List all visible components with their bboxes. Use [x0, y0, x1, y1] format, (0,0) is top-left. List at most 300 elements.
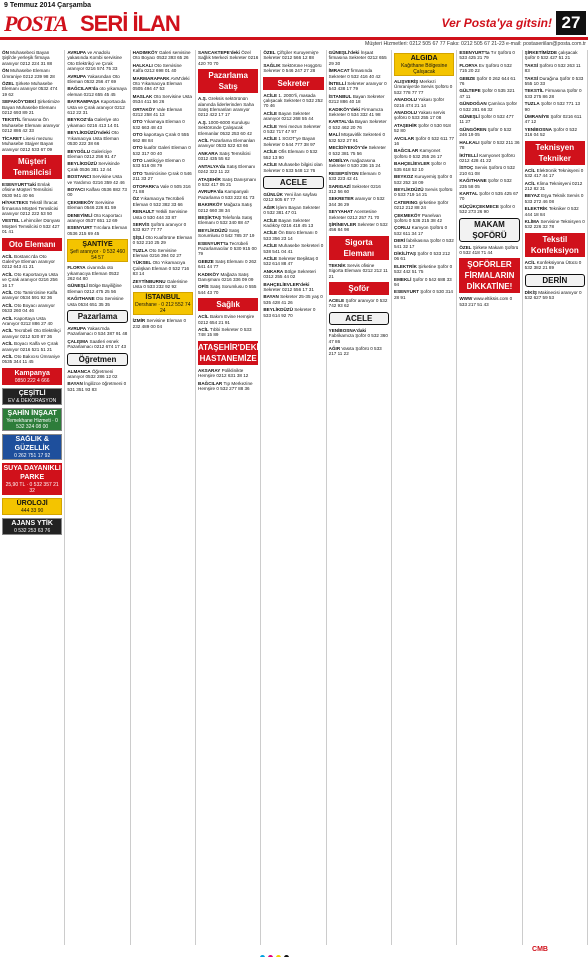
classified-ad — [67, 50, 127, 72]
classified-ad — [459, 63, 519, 74]
display-ad-title: ÇEŞİTLİ — [18, 389, 46, 397]
classified-ad — [459, 191, 519, 202]
ad-body-text: kaportaya Çırak 0 555 662 88 84 — [132, 132, 190, 143]
contact-line: Müşteri Hizmetleri: 0212 505 67 77 Faks: 0212 505 67 21-23 e-mail: postaseriilan@posta.com.tr — [365, 41, 586, 47]
ad-lead-word: AĞIR — [328, 346, 341, 352]
ad-lead-word: GÜLTEPE — [459, 88, 481, 94]
ad-lead-word: KADIKÖY'deki — [328, 106, 361, 112]
red-divider — [0, 37, 588, 40]
classified-ad — [525, 88, 585, 99]
section-heading: Öğretmen — [67, 353, 127, 366]
ad-body-text: Sekreter aranıyor 0 543 438 17 79 — [328, 81, 387, 92]
ad-body-text: oto yıkamaya eleman 0212 655 45 45 — [67, 86, 127, 97]
ad-body-text: Mağaza Satış Danışmanı 0216 336 09 09 — [198, 271, 254, 282]
display-ad-title: AJANS YTİK — [11, 519, 53, 527]
ad-body-text: İngilizce öğretmeni 0 531 351 93 83 — [67, 381, 127, 392]
classified-ad — [394, 187, 454, 198]
ad-lead-word: ÇEKMEKÖY — [67, 199, 94, 205]
classified-ad — [198, 50, 258, 66]
classified-ad — [525, 181, 585, 192]
ad-lead-word: AVCILAR — [394, 135, 415, 141]
section-heading: Müşteri Temsilcisi — [2, 155, 62, 179]
classified-ad — [133, 107, 193, 118]
classified-ad — [394, 225, 454, 236]
ad-body-text: Servisine Teknisyen 0 532 226 32 78 — [524, 218, 585, 230]
ad-lead-word: OTO — [132, 170, 143, 176]
ad-lead-word: ELEKTRİK — [394, 263, 417, 269]
classified-ad — [67, 117, 127, 128]
ad-body-text: Muhasebe Elemanı Ümraniye 0212 239 98 28 — [2, 68, 55, 79]
classified-ad — [133, 235, 193, 246]
ad-body-text: Şoför 0 532 211 36 78 — [459, 139, 520, 151]
section-heading: Pazarlama Satış — [198, 69, 258, 93]
ad-lead-word: GEBZE — [198, 258, 214, 264]
classified-ad — [525, 193, 585, 204]
ad-lead-word: BOYACI — [67, 186, 85, 192]
display-ad-subtitle: Kağıthane Bölgesine Çalışacak — [401, 63, 448, 75]
ad-lead-word: ALIŞVERİŞ — [394, 79, 419, 84]
ad-body-text: Servisinde Çırak 0536 381 12 44 — [67, 161, 120, 172]
ad-lead-word: ESENYURT'ta — [459, 50, 490, 55]
display-ad-subtitle: 0 262 751 17 92 — [14, 452, 51, 459]
ad-body-text: Şoför aranıyor 0 532 742 93 62 — [328, 298, 388, 309]
ad-body-text: Telefonla Satış Elemanı 0 532 340 88 47 — [198, 214, 253, 226]
classified-ad — [2, 50, 62, 66]
classified-ad — [263, 50, 323, 61]
ad-lead-word: ACELE — [328, 298, 345, 303]
ad-body-text: Boyacı Kalfa ve Çırak aranıyor 0216 521 51 21 — [2, 341, 59, 352]
ad-body-text: www.eltiksis.com 0 533 217 51 43 — [459, 296, 513, 307]
ad-lead-word: ANKARA — [198, 150, 218, 156]
ad-lead-word: AVRUPA — [67, 73, 87, 79]
classified-ad — [525, 114, 585, 125]
classified-ad — [329, 132, 389, 143]
classified-ad — [198, 272, 258, 283]
ad-lead-word: TUZLA — [132, 247, 148, 253]
classified-ad — [2, 341, 62, 352]
classified-ad — [263, 111, 323, 122]
display-ad — [67, 239, 127, 262]
classified-column — [131, 50, 196, 945]
ad-body-text: Konfeksiyona Ütücü 0 532 382 21 89 — [524, 259, 582, 271]
ad-lead-word: CATERING — [394, 199, 418, 205]
classified-ad — [329, 209, 389, 220]
section-heading: Tekstil Konfeksiyon — [525, 233, 585, 257]
section-heading: Teknisyen Tekniker — [525, 141, 585, 165]
classified-ad — [329, 81, 389, 92]
classified-ad — [525, 76, 585, 87]
classified-ad — [263, 282, 323, 293]
ad-lead-word: BEYLİKDÜZÜ — [263, 307, 293, 313]
classified-ad — [329, 222, 389, 233]
ad-lead-word: KAĞITHANE — [459, 178, 487, 184]
ad-body-text: Servisine Usta ve Yardımcı 0216 359 42 46 — [67, 174, 125, 185]
ad-body-text: Sekreter 0216 312 56 60 — [328, 183, 381, 194]
ad-body-text: Kaportacıda Usta ve Çırak aranıyor 0212 612 22 31 — [67, 99, 126, 116]
ad-lead-word: DİKİŞ — [524, 289, 537, 295]
classified-ad — [67, 187, 127, 198]
classified-ad — [2, 68, 62, 79]
ad-body-text: Oto Kaportacıya Usta ve Çırak aranıyor 0216 256 16 17 — [2, 271, 58, 288]
ad-body-text: Fabrikamıza Şoför 0 532 360 47 86 — [328, 333, 388, 344]
ad-body-text: Bayan Sekreter aranıyor 0212 268 55 44 — [263, 110, 314, 122]
ad-lead-word: İNTELLİ — [328, 81, 347, 87]
ad-body-text: Satış Sorumlusu 0 542 785 37 19 — [198, 227, 255, 239]
ad-lead-word: ZEYTİNBURNU — [132, 278, 166, 284]
ad-body-text: Vale 0 505 316 71 88 — [132, 183, 191, 194]
ad-body-text: Oto Tamircisine Kalfa aranıyor 0534 591 92 36 — [2, 290, 58, 301]
ad-body-text: Greksis sektörünün alanında liderlerinden Saha Satış Elemanları aranıyor 0212 422 17 17 — [198, 96, 254, 118]
ad-lead-word: ACİLE — [263, 243, 278, 249]
ad-body-text: Bayan Sekreter 0 532 462 20 76 — [328, 119, 387, 130]
display-ad — [2, 498, 62, 515]
ad-body-text: Şoför 0 535 425 67 70 — [459, 190, 519, 202]
ad-body-text: Tıp Merkezine Hemşire 0 532 277 88 36 — [198, 380, 253, 392]
ad-body-text: Servis Şoförü 0 533 719 14 21 — [394, 186, 453, 198]
ad-body-text: Şoför 0 532 611 77 16 — [394, 135, 455, 147]
ad-body-text: Şoför 0 532 273 26 90 — [459, 203, 515, 215]
classified-ad — [394, 251, 454, 262]
classified-ad — [263, 256, 323, 267]
ad-lead-word: HADIMKÖY — [132, 50, 158, 55]
ad-body-text: Bölge Sekreteri 0312 255 44 02 — [263, 268, 316, 280]
classified-ad — [329, 94, 389, 105]
classified-ad — [459, 178, 519, 189]
ad-lead-word: ACİL — [2, 354, 13, 360]
classified-ad — [133, 145, 193, 156]
ad-body-text: Şoför 0 532 246 19 05 — [459, 126, 512, 138]
classified-ad — [67, 225, 127, 236]
display-ad-subtitle: Yemekhane Hizmeti · 0 532 324 08 00 — [6, 417, 58, 430]
display-ad — [2, 408, 62, 431]
ad-body-text: civarında oto yıkamacıya Eleman 0532 262 64 80 — [67, 265, 119, 281]
ad-lead-word: AKSARAY — [198, 367, 221, 373]
ad-lead-word: BEYLİKDÜZÜ — [67, 161, 97, 167]
classified-ad — [263, 269, 323, 280]
ad-lead-word: TUZLA — [524, 101, 540, 107]
ad-body-text: Kalfası 0536 882 73 00 — [67, 186, 127, 198]
classified-ad — [133, 94, 193, 105]
display-ad-subtitle: 0850 222 4 666 — [14, 377, 50, 384]
classified-ad — [133, 50, 193, 61]
classified-ad — [263, 136, 323, 147]
ad-lead-word: SARIGAZİ — [328, 183, 351, 189]
classified-ad — [394, 79, 454, 95]
classified-ad — [459, 153, 519, 164]
ad-body-text: Şirketimize Bayan Muhasebe Elemanı 0212 693 89 21 — [2, 99, 60, 116]
classified-ad — [459, 50, 519, 61]
ad-lead-word: ANKARA — [263, 268, 284, 274]
ad-body-text: Elektronik Teknisyeni 0 532 417 44 17 — [524, 167, 584, 179]
classified-ad — [67, 326, 127, 337]
classified-ad — [67, 99, 127, 115]
classified-ad — [133, 222, 193, 233]
ad-body-text: Yakası servis şoförü 0 533 255 17 08 — [394, 110, 446, 121]
ad-lead-word: VESTEL — [2, 218, 20, 224]
classified-ad — [2, 117, 62, 133]
classified-ad — [198, 138, 258, 149]
ad-body-text: ve Anadolu yakasında Kombi servisine Oto Elektrikçi ve Çırak aranıyor 0216 574 75 33 — [67, 50, 122, 72]
ad-body-text: Kaportaya Usta Aranıyor 0212 886 27 40 — [2, 315, 53, 327]
ad-body-text: Pazarlama Elemanları aranıyor 0533 522 63 66 — [198, 138, 256, 149]
ad-lead-word: RENAULT — [132, 209, 155, 215]
display-ad-title: ŞAHİN İNŞAAT — [7, 409, 57, 417]
classified-ad — [198, 215, 258, 226]
ad-body-text: Vasıta Şoförü 0 533 217 11 22 — [328, 346, 382, 357]
ad-body-text: 1000-6000 Kuruluşu Sektöründe Çalışacak Elemanlar 0532 253 60 42 — [198, 119, 252, 136]
ad-body-text: Yakası'nda Pazarlamacı 0 534 387 91 48 — [67, 326, 128, 337]
ad-lead-word: İZMİR — [132, 318, 146, 324]
ad-body-text: Müşavirlik Sekreteri 0 532 522 27 91 — [328, 132, 386, 143]
display-ad — [2, 463, 62, 495]
ad-lead-word: ACİL — [2, 253, 13, 259]
ad-body-text: Kamyonet Şoförü 0 532 255 26 17 — [394, 148, 443, 159]
ad-lead-word: BAHÇELİEVLER — [394, 161, 430, 167]
classified-ad — [2, 303, 62, 314]
classified-ad — [133, 132, 193, 143]
ad-body-text: Bayan Sekreter 0212 886 40 18 — [328, 93, 385, 105]
classified-ad — [67, 86, 127, 97]
section-heading: Sağlık — [198, 298, 258, 311]
ad-body-text: Şoför 0 532 235 58 05 — [459, 178, 512, 189]
ad-lead-word: HALKALI — [459, 139, 480, 145]
ad-lead-word: TEKSTİL — [524, 88, 544, 94]
display-ad-title: ŞANTİYE — [82, 241, 113, 249]
ad-body-text: Oto Servisine Eleman 0216 394 02 27 — [132, 247, 182, 258]
classified-ad — [198, 177, 258, 188]
ad-lead-word: GÜNEŞLİ — [459, 114, 480, 120]
ad-lead-word: AVRUPA'da — [198, 189, 224, 195]
ad-lead-word: ANADOLU — [394, 110, 417, 116]
ad-body-text: Satış Elemanı 0242 322 11 22 — [198, 163, 256, 175]
display-ad — [2, 518, 62, 535]
ad-body-text: Tamircisine Çırak 0 546 211 33 27 — [132, 170, 192, 182]
display-ad-subtitle: Dershane · 0 212 552 74 24 — [135, 302, 191, 315]
ad-lead-word: DERİ — [394, 238, 405, 244]
ad-lead-word: YENİBOSNA — [524, 126, 552, 132]
ad-body-text: Oto Servisine Kalfa 0212 698 01 40 — [132, 62, 182, 74]
classified-column — [392, 50, 457, 945]
ad-lead-word: HALKALI — [132, 62, 153, 68]
ad-body-text: Tırcılara Eleman 0536 215 69 45 — [67, 225, 128, 236]
ad-body-text: İnşaat firmasına Sekreter 0212 655 29 30 — [328, 50, 387, 66]
ad-lead-word: İSTANBUL — [328, 93, 352, 99]
ad-body-text: Bakım Evine Hemşire 0212 654 21 91 — [198, 314, 255, 325]
classified-ad — [2, 99, 62, 115]
classified-ad — [263, 205, 323, 216]
ad-lead-word: ACİLE — [263, 149, 278, 155]
ad-lead-word: ATAŞEHİR — [198, 176, 221, 182]
ad-body-text: Sekreter 0 533 614 92 70 — [263, 307, 316, 318]
ad-body-text: Şoförü aranıyor 0 533 927 77 77 — [132, 221, 187, 233]
classified-column — [0, 50, 65, 945]
classified-ad — [329, 184, 389, 195]
ad-lead-word: ÖZEL — [2, 81, 15, 87]
classified-ad — [133, 196, 193, 207]
ad-body-text: Şoförü 0 532 263 11 83 — [524, 62, 581, 74]
classified-ad — [394, 174, 454, 185]
classified-ad — [329, 171, 389, 182]
classified-column — [327, 50, 392, 945]
ad-lead-word: MALİ — [328, 132, 340, 138]
classified-ad — [329, 196, 389, 207]
ad-lead-word: ACİLE — [263, 162, 278, 168]
ad-body-text: Tecrübeli Pazarlamacılar 0 530 915 00 79 — [198, 240, 257, 257]
ad-body-text: Satış Temsilcisi 0312 435 55 62 — [198, 150, 251, 162]
ad-body-text: Kuruyemiş Şoför 0 532 252 18 09 — [394, 174, 453, 185]
classified-ad — [2, 218, 62, 234]
classified-ad — [329, 145, 389, 156]
classified-ad — [459, 165, 519, 176]
classified-ad — [198, 164, 258, 175]
ad-lead-word: ALMANCA — [67, 368, 91, 374]
classified-ad — [2, 354, 62, 365]
ad-body-text: Servis Şoförü 0 532 210 61 08 — [459, 165, 515, 176]
classified-ad — [394, 200, 454, 211]
ad-lead-word: TEKNİK — [328, 262, 346, 268]
ad-lead-word: BEYLİKDÜZÜ — [198, 227, 228, 233]
ad-body-text: Şoför 0 532 771 13 90 — [524, 101, 581, 112]
classified-ad — [133, 279, 193, 290]
ad-lead-word: ACİLE — [263, 217, 278, 223]
ad-lead-word: ÇORLU — [394, 225, 411, 231]
ad-lead-word: FLORYA — [459, 62, 478, 68]
ad-lead-word: AVRUPA — [67, 50, 87, 55]
ad-body-text: Galeri servisine Oto Boyacı 0532 393 65 26 — [132, 50, 191, 61]
ad-lead-word: ÖZ — [132, 196, 140, 202]
ad-lead-word: BAYAN — [263, 294, 279, 300]
ad-body-text: Bölge Bayiliğine Eleman 0212 475 25 56 — [67, 283, 122, 294]
ad-body-text: firmasında Sekreter 0 532 416 40 42 — [328, 68, 381, 79]
ad-body-text: Lastikçiye Eleman 0 533 516 08 79 — [132, 157, 185, 169]
classified-ad — [459, 296, 519, 307]
ad-lead-word: ACİL — [2, 302, 13, 308]
ad-lead-word: MARMARAPARK — [132, 75, 170, 81]
ad-body-text: Tıbbi Sekreter 0 533 748 15 89 — [198, 327, 252, 338]
ad-body-text: Sekreter 0 532 381 75 56 — [328, 145, 386, 156]
ad-lead-word: YENİBOSNA'daki — [328, 327, 367, 333]
classified-ad — [394, 161, 454, 172]
ad-body-text: Poliklinikte Hemşire 0212 631 38 12 — [198, 367, 249, 379]
ad-body-text: Muhasebe Sekreteri 0 538 541 04 41 — [263, 243, 324, 254]
ad-body-text: Oto Yıkamacıya Usta Eleman 0530 222 38 66 — [67, 130, 119, 147]
section-heading: ACELE — [263, 176, 323, 189]
ad-body-text: kuaför Galeri Eleman 0 532 317 00 40 — [132, 145, 191, 156]
ad-lead-word: ACİL — [198, 138, 209, 144]
classified-ad — [525, 290, 585, 301]
section-heading: Sekreter — [263, 77, 323, 90]
ad-lead-word: AVRUPA — [67, 326, 87, 332]
ad-lead-word: ELEKTRİK — [524, 206, 548, 212]
ad-body-text: Kampanyalı Pazarlama 0 533 222 61 73 — [198, 189, 255, 200]
ad-lead-word: ÜMRANİYE — [524, 114, 550, 120]
ad-body-text: Sekreter 0 532 456 84 98 — [328, 221, 388, 233]
ad-lead-word: DİKİLİTAŞ — [394, 250, 417, 256]
ad-lead-word: ANTALYA'da — [198, 163, 226, 169]
ad-body-text: Galericiye Eleman 0212 256 91 47 — [67, 148, 117, 159]
classified-ad — [394, 277, 454, 288]
display-ad-title: SUYA DAYANIKLI PARKE — [3, 464, 61, 481]
logo-seri-ilan: SERİ İLAN — [80, 11, 180, 36]
classified-ad — [67, 381, 127, 392]
classified-ad — [329, 158, 389, 169]
ad-body-text: Sektörüne Hoşgörü Sekreter 0 546 247 27 28 — [263, 62, 322, 74]
ad-body-text: Makinecisi aranıyor 0 532 627 59 53 — [524, 289, 582, 300]
section-heading: Sigorta Elemanı — [329, 236, 389, 260]
ad-body-text: Oto Kaportacı aranıyor 0537 651 12 69 — [67, 212, 122, 223]
ad-lead-word: TEKSTİL — [2, 117, 22, 123]
ad-body-text: Yetkili Servisine Usta 0 530 444 33 87 — [132, 209, 188, 220]
ad-body-text: Oto Kuaförüne Eleman 0 532 210 25 29 — [132, 234, 193, 246]
classified-ad — [198, 381, 258, 392]
ad-body-text: Şoför 0 530 918 52 80 — [394, 122, 451, 134]
ad-lead-word: ESENYURT — [394, 289, 420, 295]
ad-body-text: Oto Bakıcısı Ümraniye 0535 344 11 45 — [2, 354, 60, 365]
classified-ad — [2, 272, 62, 288]
classified-ad — [263, 294, 323, 305]
classified-ad — [459, 245, 519, 256]
ad-lead-word: HİYAKTEKS — [2, 200, 29, 206]
classified-ad — [2, 81, 62, 97]
classified-ad — [2, 136, 62, 152]
ad-lead-word: TAKSİ — [524, 75, 539, 81]
ad-lead-word: MECİDİYEKÖY'de — [328, 145, 368, 151]
display-ad — [2, 434, 62, 460]
classified-ad — [525, 50, 585, 61]
ad-body-text: Yıkamaya Eleman 0 532 663 48 43 — [132, 119, 185, 130]
ad-body-text: Şoför 0 535 321 47 11 — [459, 88, 515, 99]
ad-lead-word: KÜÇÜKÇEKMECE — [459, 203, 499, 209]
ad-body-text: Merkezi Ümraniye'de Servis Şoförü 0 532 778 77 77 — [394, 79, 453, 95]
classified-ad — [525, 260, 585, 271]
classified-ad — [133, 318, 193, 329]
ad-body-text: Şoför 0 532 477 11 27 — [459, 114, 514, 125]
classified-ad — [198, 120, 258, 136]
classified-ad — [394, 110, 454, 121]
ad-body-text: Oto Servisine Usta 0534 411 56 26 — [132, 93, 192, 105]
ad-lead-word: A.Ş. — [198, 96, 207, 102]
ad-lead-word: ACİL — [524, 167, 536, 173]
classified-ad — [67, 174, 127, 185]
ad-body-text: Yeni ilan sayfası 0212 505 67 77 — [263, 191, 318, 203]
classified-ad — [525, 63, 585, 74]
ad-lead-word: ACİL — [2, 341, 13, 347]
ad-lead-word: ACİLE — [263, 92, 278, 98]
ad-lead-word: SANCAKTEPE'deki — [198, 50, 240, 55]
ad-lead-word: KLİMA — [524, 218, 540, 224]
display-ad-subtitle: Şefi aranıyor · 0 532 460 54 57 — [69, 249, 126, 262]
ad-body-text: İşlem Bayan Sekreter 0 532 381 47 01 — [263, 204, 321, 216]
display-ad-title: Kampanya — [14, 369, 50, 377]
classified-ad — [394, 264, 454, 275]
ad-body-text: Çiftçiler Kuruyemiş'e Sekreter 0212 566 12 88 — [263, 50, 319, 61]
ad-body-text: Galerisine Usta 0 533 232 92 92 — [132, 278, 188, 290]
section-heading: ATAŞEHİR'DEKİ HASTANEMİZE — [198, 342, 259, 363]
display-ad-subtitle: EV & DEKORASYON — [8, 397, 57, 404]
ad-lead-word: ATAŞEHİR — [394, 122, 417, 128]
ad-lead-word: ÖN — [2, 68, 9, 74]
ad-lead-word: GÜNEŞLİ — [67, 283, 88, 289]
ad-body-text: Servis ofisine Sigorta Elemanı 0212 212 11 21 — [328, 262, 388, 279]
ad-lead-word: SEYYAHAT — [328, 209, 353, 215]
ad-lead-word: AĞIR — [263, 204, 275, 210]
classified-ad — [459, 127, 519, 138]
ad-lead-word: BAĞCILAR — [394, 148, 419, 154]
ad-lead-word: İSTOÇ — [459, 165, 474, 171]
ad-body-text: Yıkamacıya Tecrübeli Eleman 0 532 382 33 66 — [132, 196, 184, 207]
classified-ad — [394, 148, 454, 159]
classified-ad — [459, 101, 519, 112]
